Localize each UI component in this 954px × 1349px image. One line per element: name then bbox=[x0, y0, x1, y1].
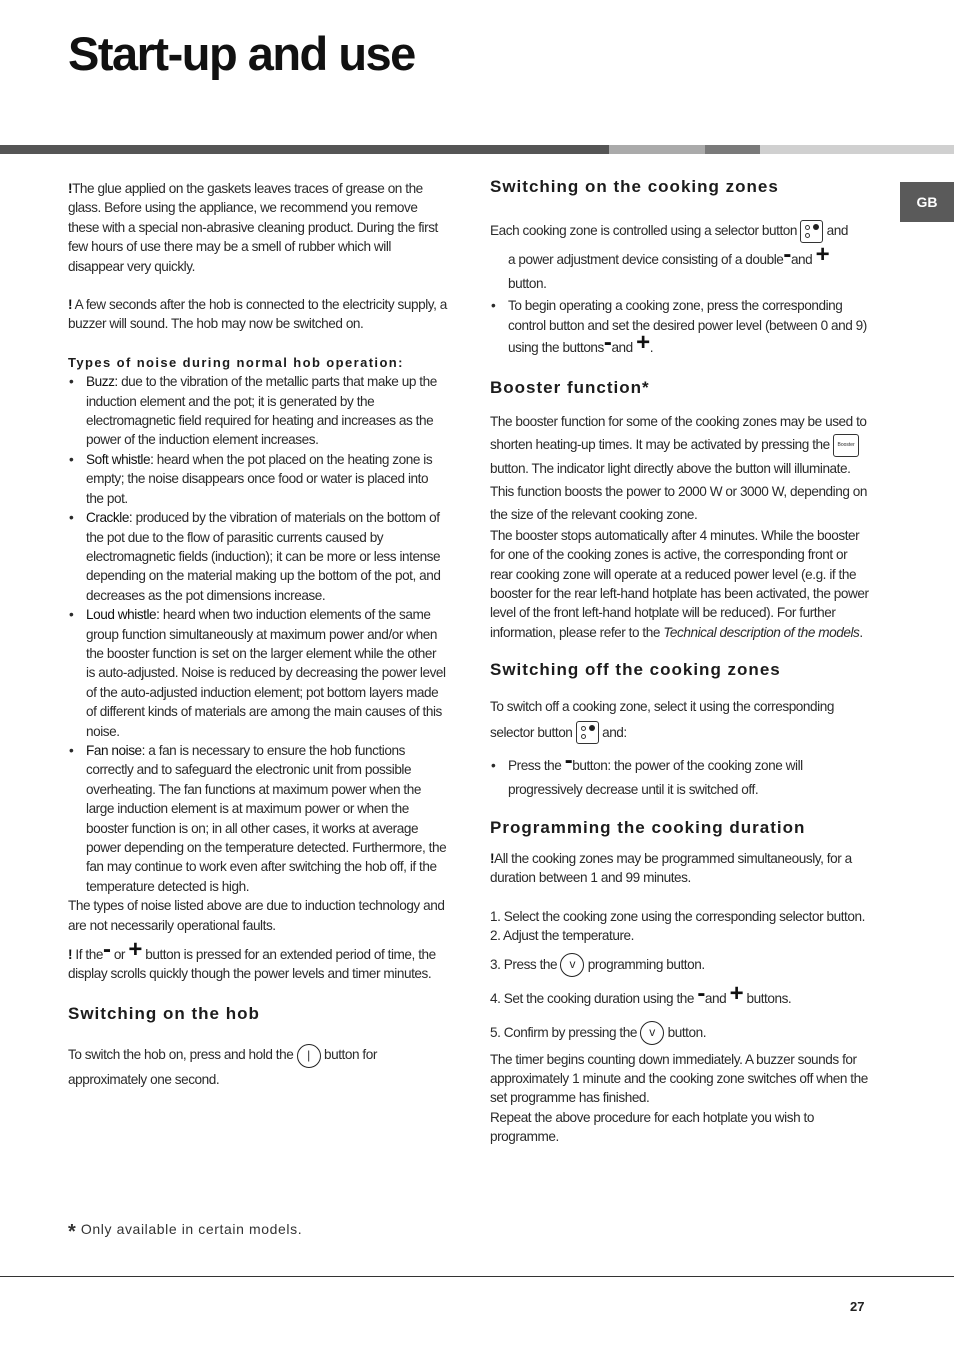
step-2: 2. Adjust the temperature. bbox=[490, 928, 634, 944]
right-column bbox=[490, 177, 870, 1147]
language-tab: GB bbox=[900, 182, 954, 222]
section-heading-booster: Booster function* bbox=[490, 378, 650, 398]
list-item: • Press the -button: the power of the cooking zone will progressively decrease until it is switched off. bbox=[490, 754, 870, 802]
header-bar-gray bbox=[705, 145, 760, 154]
step-5: 5. Confirm by pressing the v button. bbox=[490, 1020, 870, 1046]
noise-note: The types of noise listed above are due to induction technology and are not necessarily operational faults. bbox=[68, 898, 445, 933]
zones-list bbox=[490, 296, 870, 358]
step-1: 1. Select the cooking zone using the corresponding selector button. bbox=[490, 908, 865, 924]
minus-icon: - bbox=[603, 329, 612, 357]
booster-text: The booster function for some of the cooking zones may be used to shorten heating-up times. It may be activated by pressing the Booster button. The indicator light directly above the button will illuminate. This function boosts the power to 2000 W or 3000 W, depending on the size of the relevant cooking zone. bbox=[490, 413, 868, 522]
list-item: • Buzz: due to the vibration of the metallic parts that make up the induction element and the pot; it is generated by the electromagnetic field required for heating and increases as the power of the induction element increases. bbox=[68, 372, 448, 450]
zones-text-2: a power adjustment device consisting of a double-and + button. bbox=[508, 241, 830, 292]
step-4: 4. Set the cooking duration using the -and + buttons. bbox=[490, 979, 792, 1007]
noise-heading: Types of noise during normal hob operation: bbox=[68, 354, 404, 370]
noise-list bbox=[68, 372, 448, 896]
plus-icon: + bbox=[815, 241, 830, 269]
page-title: Start-up and use bbox=[68, 27, 415, 80]
section-heading-hob: Switching on the hob bbox=[68, 1003, 260, 1023]
repeat-note: Repeat the above procedure for each hotplate you wish to programme. bbox=[490, 1109, 814, 1145]
list-item: • Fan noise: a fan is necessary to ensure the hob functions correctly and to safeguard the electronic unit from possible overheating. The fan functions at maximum power when the large induction element is at maximum power or when the booster function is on; in all other cases, it works at average power depending on the temperature detected. Furthermore, the fan may continue to work even after switching the hob off, if the temperature detected is high. bbox=[68, 741, 448, 896]
programming-intro: !All the cooking zones may be programmed simultaneously, for a duration between 1 and 99 minutes. bbox=[490, 850, 852, 886]
button-warning: ! If the- or + button is pressed for an extended period of time, the display scrolls quickly though the power levels and timer minutes. bbox=[68, 936, 436, 982]
hob-text: To switch the hob on, press and hold the | button for approximately one second. bbox=[68, 1043, 448, 1091]
list-item: • Crackle: produced by the vibration of materials on the bottom of the pot due to the flow of parasitic currents caused by electromagnetic fields (induction); it can be more or less intense depending on the material making up the bottom of the pot, and decreases as the pot dimensions increase. bbox=[68, 508, 448, 605]
buzzer-note: ! A few seconds after the hob is connected to the electricity supply, a buzzer will sound. The hob may now be switched on. bbox=[68, 297, 447, 332]
off-list bbox=[490, 746, 870, 802]
section-heading-zones: Switching on the cooking zones bbox=[490, 177, 779, 196]
header-bar-light bbox=[760, 145, 954, 154]
list-item: • Loud whistle: heard when two induction elements of the same group function simultaneously at maximum power and/or when the booster function is set on the larger element while the other is auto-adjusted. Noise is reduced by decreasing the power level of the auto-adjusted induction element; pot bottom layers made of different kinds of materials are among the main causes of this noise. bbox=[68, 605, 448, 741]
plus-icon: + bbox=[636, 329, 650, 357]
plus-icon: + bbox=[729, 979, 744, 1007]
page-number: 27 bbox=[850, 1299, 865, 1314]
selector-icon bbox=[576, 721, 599, 744]
footnote: * Only available in certain models. bbox=[68, 1221, 303, 1243]
clock-icon: v bbox=[560, 953, 584, 977]
selector-icon bbox=[800, 220, 823, 243]
zones-text: Each cooking zone is controlled using a selector button and bbox=[490, 214, 870, 248]
header-bar-dark bbox=[0, 145, 609, 154]
minus-icon: - bbox=[783, 241, 791, 269]
step-3: 3. Press the v programming button. bbox=[490, 952, 870, 978]
minus-icon: - bbox=[697, 979, 705, 1007]
glue-note: !The glue applied on the gaskets leaves traces of grease on the glass. Before using the appliance, we recommend you remove these with a special non-abrasive cleaning product. During the first few hours of use there may be a smell of rubber which will disappear very quickly. bbox=[68, 181, 438, 274]
header-bar-mid bbox=[609, 145, 705, 154]
minus-icon: - bbox=[102, 936, 111, 964]
plus-icon: + bbox=[128, 936, 142, 964]
minus-icon: - bbox=[564, 746, 573, 774]
footer-rule bbox=[0, 1276, 954, 1277]
list-item: • Soft whistle: heard when the pot placed on the heating zone is empty; the noise disappears once food or water is placed into the pot. bbox=[68, 450, 448, 508]
off-text: To switch off a cooking zone, select it using the corresponding selector button and: bbox=[490, 694, 870, 746]
power-icon: | bbox=[297, 1044, 321, 1068]
booster-icon: Booster bbox=[833, 434, 859, 457]
section-heading-programming: Programming the cooking duration bbox=[490, 817, 806, 837]
section-heading-off: Switching off the cooking zones bbox=[490, 660, 781, 680]
left-column bbox=[68, 179, 448, 1092]
list-item: • To begin operating a cooking zone, press the corresponding control button and set the desired power level (between 0 and 9) using the buttons-and +. bbox=[490, 296, 870, 358]
clock-icon: v bbox=[640, 1021, 664, 1045]
timer-note: The timer begins counting down immediately. A buzzer sounds for approximately 1 minute and the cooking zone switches off when the set programme has finished. bbox=[490, 1051, 868, 1106]
booster-text-2: The booster stops automatically after 4 minutes. While the booster for one of the cooking zones is active, the corresponding front or rear cooking zone will operate at a reduced power level (e.g. if the booster for the rear left-hand hotplate has been activated, the power level of the front left-hand hotplate will be reduced). For further information, please refer to the Technical description of the models. bbox=[490, 527, 869, 640]
